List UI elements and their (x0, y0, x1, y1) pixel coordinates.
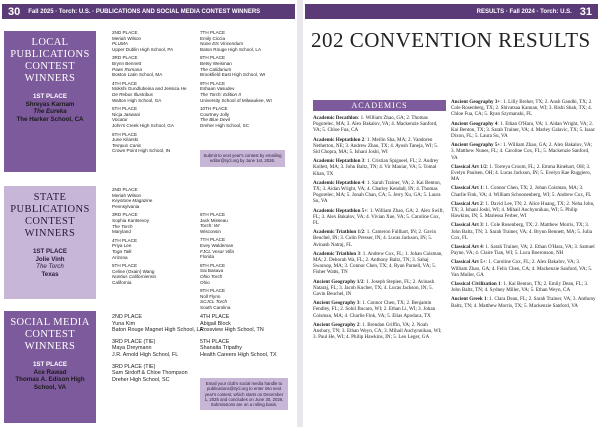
section-label: ACADEMICS (313, 100, 446, 111)
list-item: 3RD PLACE Sophia Kantsevoy The Torch Maryland (112, 212, 150, 235)
first-place-name: Shreyas Karnam (25, 100, 75, 108)
list-item: Academic Heptathlon 3: 1. Cristian Spigueel, FL; 2. Audrey Kollett, MA; 3. John Baltz, TN; 4. Vir Maniar, VA; 5. Tomal Khan, TX (313, 158, 439, 177)
first-place-school: Thomas A. Edison High School, VA (15, 376, 85, 391)
state-title: STATE PUBLICATIONS CONTEST WINNERS (10, 192, 90, 239)
list-item: 7TH PLACE Evey Waldeman FJCL Vexar Villa Florida (200, 237, 234, 260)
state-list-col2 (200, 212, 295, 314)
page-title: 202 CONVENTION RESULTS (311, 28, 591, 52)
social-contest-note: Email your club's social media handle to publications@njcl.org to enter into next year's contest, which starts on December 1, 2025 and concludes on June 30, 2026. Submissions are on a rolling basis. (200, 378, 288, 410)
list-item: Academic Heptathlon 2: 1. Meilin Sha, MA; 2. Vandoren Netherton, NE; 3. Andrew Zhao, TX; 4. Ayush Taneja, WI; 5. Sid Chopra, MA; 5. Ishani Joshi, WI (313, 136, 439, 156)
list-item: 5TH PLACE Shanaita Tripathy Health Careers High School, TX (200, 338, 277, 358)
list-item: Academic Decathlon: 1. William Zhao, GA; 2. Thomas Pogorelec, MA; 3. Alex Bakalov, VA; 4. Mackenzie Sanford, VA; 5. Chloe Fua, CA (313, 115, 438, 134)
social-title: SOCIAL MEDIA CONTEST WINNERS (10, 317, 90, 352)
local-list-col1 (112, 30, 204, 157)
list-item: Ancient Geography 2: 1. Brendan Griffin, VA; 2. Noah Ansbary, TN; 3. Ethan Weyn, CA; 3. Mihail Auchynnikau, WI; 3. Paul He, WI; 4. Philip Hawkins, IN; 5. Leo Leger, GA (313, 321, 442, 341)
list-item: 9TH PLACE Noll Flynn SCJCL Torch South Carolina (200, 288, 231, 310)
social-first-place (8, 361, 92, 391)
list-item: Ancient Geography 1/2: 1. Joseph Stepien, FL; 2. Avinash Nataraj, FL; 3. Jacob Kucher, TX; 4. Lucas Jackson, IN; 5. Gavin Beuchel, IN (313, 278, 435, 298)
social-winners-box (4, 311, 96, 423)
list-item: 2ND PLACE Meriah Wilson PLUMA Upper Dublin High School, PA (112, 30, 174, 52)
list-item: 8TH PLACE Betsy Weisman The Calidarium Brookfield East High School, WI (200, 55, 266, 78)
list-item: 10TH PLACE Courtney Jolly The Blue Devil Dreher High School, SC (200, 106, 250, 128)
list-item: 4TH PLACE Mokshi Gundlubeina and Jessica He De Rebus Illustribus Walton High School, GA (112, 80, 187, 103)
state-list-col1 (112, 187, 204, 289)
local-first-place (8, 93, 92, 123)
list-item: Classical Art 2: 1. David Lee, TN; 2. Alice Huang, TX; 2. Neha John, TX; 3. Ishani Joshi, WI; 4. Mihail Auchynnikau, WI; 5. Philip Hawkins, IN; 5. Mariessa Ferber, WI (451, 200, 595, 220)
page-number: 31 (579, 5, 592, 18)
list-item: Classical Art 4: 1. Sarah Trainer, VA; 2. Ethan O'Hara, VA; 3. Samuel Payne, VA; 4. Claire Tian, WI; 5. Luca Boeronson, NH (451, 244, 595, 257)
local-contest-note: Submit to next year's contest by emailing editor@njcl.org by June 1st, 2026. (200, 150, 285, 167)
local-title: LOCAL PUBLICATIONS CONTEST WINNERS (10, 37, 90, 84)
header-text: Fall 2025 · Torch: U.S. · PUBLICATIONS AND SOCIAL MEDIA CONTEST WINNERS (28, 8, 261, 15)
list-item: Academic Heptathlon 4: 1. Sarah Trainer, VA; 2. Kai Benton, TX; 3. Aidan Wright, VA; 4. Charley Kendall, IN; 4. Thomas Pogorelec, MA; 5. Jonah Chan, CA; 5. Jerry Xu, GA; 5. Laura Su, VA (313, 179, 441, 205)
state-winners-box (4, 186, 96, 299)
first-place-label: 1ST PLACE (32, 93, 68, 100)
first-place-name: Ace Rawad (33, 368, 67, 376)
list-item: Classical Art 1/2: 1. Torreya Croom, FL; 2. Emma Rinehart, OH; 3. Evelyn Paulsen, OH; 4. Lucas Jackson, IN; 5. Evelyn Kae Ruggiero, MA (451, 163, 591, 183)
list-item: Ancient Greek 1: 1. Clara Dean, FL; 2. Sarah Trainer, VA; 3. Anthony Baltz, TN; 4. Matthew Morris, TX; 5. Mackenzie Sanford, VA (451, 296, 596, 309)
list-item: 6TH PLACE June Kilarski Tempus Canis Crown Point High School, IN (112, 131, 171, 154)
list-item: 3RD PLACE (TIE) Sam Sirdoff & Chloe Thompson Dreher High School, SC (112, 363, 188, 383)
right-page (303, 0, 600, 427)
list-item: 3RD PLACE Brynn Bennett Paws Romana Boston Latin School, MA (112, 55, 163, 78)
list-item: 2ND PLACE Yuna Kim Baton Rouge Magnet High School, LA (112, 314, 204, 334)
list-item: 9TH PLACE Eshaan Vasudev The Torch: Edition II University School of Milwaukee, WI (200, 80, 272, 103)
list-item: 2ND PLACE Meriah Wilson Keystone Magazine Pennsylvania (112, 187, 153, 209)
local-list-col2 (200, 30, 295, 132)
list-item: Ancient Geography 5+: 1. William Zhao, GA; 2. Alex Bakalov, VA; 3. Matthew Nunes, FL; 4. Caroline Cox, FL; 5. Mackenzie Sanford, VA (451, 142, 593, 161)
list-item: 4TH PLACE Abigail Block Rossview High School, TN (200, 314, 264, 334)
list-item: 4TH PLACE Priya Lee Toga Talk Arizona (112, 237, 138, 260)
list-item: 6TH PLACE Jack Misseau Torch: WI Wisconsin (200, 212, 228, 234)
page-number: 30 (8, 5, 21, 18)
first-place-label: 1ST PLACE (32, 361, 68, 368)
right-page-header (305, 4, 598, 19)
first-place-label: 1ST PLACE (32, 248, 68, 255)
list-item: 3RD PLACE (TIE) Maya Dreymann J.R. Arnold High School, FL (112, 338, 179, 358)
list-item: Classical Art 5+: 1. Caroline Cox, FL; 2. Alex Bakalov, VA; 3. William Zhao, GA; 4. Felix Chen, CA; 4. Mackenzie Sanford, VA; 5. Van Muller, GA (451, 259, 593, 278)
list-item: 5TH PLACE Celine (Oxain) Wang Nuntius Californiensis California (112, 263, 157, 285)
list-item: Classical Art 1: 1. Connor Chen, TX; 2. Johan Coisman, MA; 3. Charlie Fink, VA; 4. William Schoonenberg, WI; 5. Andrew Cox, FL (451, 185, 592, 198)
first-place-publication: The Torch (36, 263, 64, 270)
first-place-name: Jolie Vinh (35, 255, 65, 263)
first-place-school: The Harker School, CA (16, 115, 84, 123)
list-item: 8TH PLACE Sai Basava Ohio Torch Ohio (200, 262, 226, 285)
header-text: RESULTS · Fall 2024 · Torch: U.S. (476, 8, 572, 15)
social-list-col2 (200, 314, 295, 364)
list-item: Classical Art 3: 1. Cole Rosenberg, TX; 2. Matthew Morris, TX; 3. John Baltz, TN; 3. Sarah Trainer, VA; 4. Brynn Bennett, MA; 5. Julia Cox, FL (451, 222, 593, 241)
first-place-publication: The Eureka (33, 108, 67, 115)
list-item: Ancient Geography 4: 1. Ethan O'Hara, VA; 1. Aidan Wright, VA; 2. Kai Benton, TX; 3. Sarah Trainer, VA; 4. Marley Galavic, TX; 5. Isaac Dixon, FL; 5. Laura Su, VA (451, 120, 595, 140)
list-item: Ancient Geography 3: 1. Connor Chen, TX; 2. Benjamin Fendley, FL; 2. Sohil Bucaro, WI; 2. Ethan Li, WI; 3. Johan Coisman, MA; 4. Charlie Fink, VA; 5. Elias Apodaca, TX (313, 300, 436, 319)
left-page-header (2, 4, 295, 19)
social-list-col1 (112, 314, 204, 388)
list-item: Academic Triathlon 3: 1. Andrew Cox, FL; 1. Johan Coisman, MA; 2. Deborah Wa, FL; 2. Anthony Baltz, TN; 3. Sahaj Swaroop, MA; 3. Connor Chen, TX; 4. Ryan Parnell, VA; 5. Fisher Watts, TN (313, 250, 443, 276)
list-item: Academic Triathlon 1/2: 1. Cameron Fullhart, IN; 2. Gavin Beuchel, IN; 3. Colin Presser, IN; 4. Lucas Jackson, IN; 5. Avinash Natraj, FL (313, 229, 437, 248)
state-first-place (8, 248, 92, 278)
list-item: Academic Heptathlon 5+: 1. William Zhao, GA; 2. Alex Swift, FL; 3. Alex Bakalov, VA; 4. Vivian Xue, VA; 5. Caroline Cox, FL (313, 207, 444, 227)
list-item: 5TH PLACE Nicja Jaswani Vocatur John's Creek High School, GA (112, 106, 174, 128)
first-place-school: Texas (41, 270, 59, 278)
results-col2 (451, 99, 596, 312)
list-item: 7TH PLACE Emily Ciccia Nune Ets Vincendum Baton Rouge High School, LA (200, 30, 262, 52)
local-winners-box (4, 31, 96, 172)
left-page (0, 0, 297, 427)
results-col1 (313, 115, 446, 344)
list-item: Ancient Geography 3+: 1. Lilly Breher, TX; 2. Ansh Gandhi, TX; 2. Cole Rosenberg, TX; 2. Shivatsaa Kannan, WI; 3. Rishi Shah, TX; 4. Chloe Fua, CA; 5. Ryan Szymanski, FL (451, 99, 593, 118)
list-item: Classical Civilization 1: 1. Kai Benton, TX; 2. Emily Dean, FL; 3. John Baltz, TN; 4. Sydney Miller, VA; 5. Ethan Weyn, CA (451, 281, 589, 294)
